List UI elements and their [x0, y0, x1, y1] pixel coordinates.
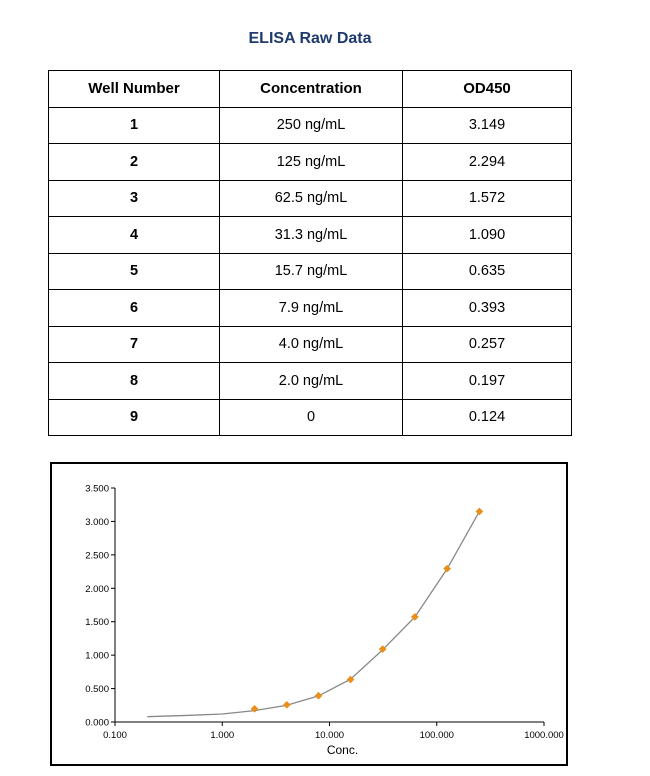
od450-cell: 0.257 — [403, 326, 572, 363]
well-number-cell: 9 — [49, 399, 220, 436]
od450-cell: 1.090 — [403, 217, 572, 254]
x-tick-label: 1000.000 — [524, 730, 564, 741]
y-tick-label: 3.500 — [85, 483, 109, 495]
x-tick-label: 100.000 — [419, 730, 454, 741]
well-number-cell: 1 — [49, 107, 220, 144]
table-row — [49, 144, 572, 181]
well-number-cell: 5 — [49, 253, 220, 290]
elisa-data-table — [48, 70, 572, 436]
concentration-cell: 2.0 ng/mL — [220, 363, 403, 400]
x-axis-label: Conc. — [326, 743, 359, 757]
well-number-cell: 3 — [49, 180, 220, 217]
y-tick-label: 1.500 — [85, 617, 109, 629]
y-tick-label: 3.000 — [85, 516, 109, 528]
concentration-cell: 250 ng/mL — [220, 107, 403, 144]
x-tick-label: 10.000 — [314, 730, 345, 741]
concentration-cell: 0 — [220, 399, 403, 436]
table-row — [49, 363, 572, 400]
data-point — [315, 692, 322, 699]
column-header-od450: OD450 — [403, 71, 572, 108]
well-number-cell: 7 — [49, 326, 220, 363]
x-tick-label: 0.100 — [103, 730, 127, 741]
concentration-cell: 125 ng/mL — [220, 144, 403, 181]
y-tick-label: 0.000 — [85, 717, 109, 729]
concentration-cell: 7.9 ng/mL — [220, 290, 403, 327]
well-number-cell: 6 — [49, 290, 220, 327]
fit-curve-line — [147, 511, 479, 716]
page-title: ELISA Raw Data — [248, 30, 372, 47]
y-tick-label: 0.500 — [85, 684, 109, 696]
od450-cell: 0.635 — [403, 253, 572, 290]
well-number-cell: 4 — [49, 217, 220, 254]
od450-cell: 0.124 — [403, 399, 572, 436]
table-row — [49, 399, 572, 436]
y-tick-label: 2.000 — [85, 583, 109, 595]
concentration-cell: 15.7 ng/mL — [220, 253, 403, 290]
table-row — [49, 217, 572, 254]
concentration-cell: 4.0 ng/mL — [220, 326, 403, 363]
table-row — [49, 326, 572, 363]
well-number-cell: 8 — [49, 363, 220, 400]
concentration-cell: 62.5 ng/mL — [220, 180, 403, 217]
concentration-cell: 31.3 ng/mL — [220, 217, 403, 254]
data-point — [444, 565, 451, 572]
column-header-well: Well Number — [49, 71, 220, 108]
y-tick-label: 2.500 — [85, 550, 109, 562]
table-row — [49, 290, 572, 327]
chart-canvas — [52, 464, 566, 764]
x-tick-label: 1.000 — [210, 730, 235, 741]
data-point — [476, 508, 483, 515]
od450-cell: 3.149 — [403, 107, 572, 144]
od450-cell: 0.393 — [403, 290, 572, 327]
well-number-cell: 2 — [49, 144, 220, 181]
table-header-row — [49, 71, 572, 108]
od450-cell: 2.294 — [403, 144, 572, 181]
y-tick-label: 1.000 — [85, 650, 109, 662]
table-row — [49, 107, 572, 144]
standard-curve-chart — [50, 462, 568, 766]
table-row — [49, 180, 572, 217]
data-point — [283, 701, 290, 708]
od450-cell: 0.197 — [403, 363, 572, 400]
table-row — [49, 253, 572, 290]
od450-cell: 1.572 — [403, 180, 572, 217]
column-header-concentration: Concentration — [220, 71, 403, 108]
